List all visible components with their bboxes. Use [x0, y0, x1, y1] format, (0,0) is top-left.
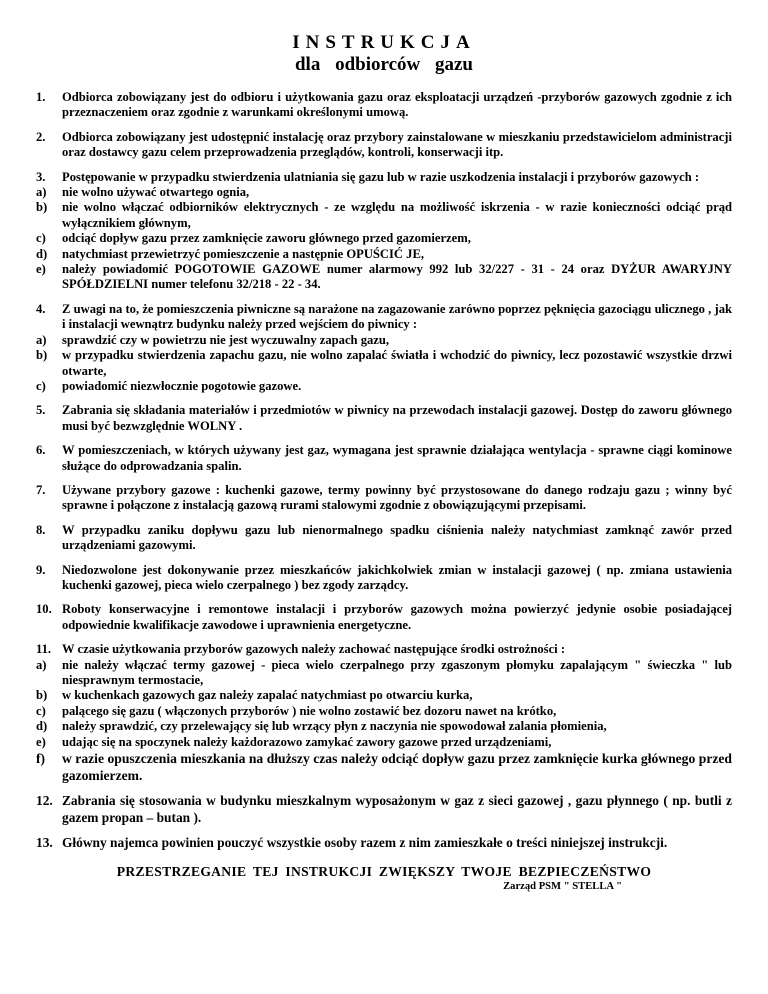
sub-item	[36, 333, 732, 348]
sub-text: powiadomić niezwłocznie pogotowie gazowe.	[62, 378, 302, 393]
sub-text: w przypadku stwierdzenia zapachu gazu, nie wolno zapalać światła i wchodzić do piwnicy, lecz pozostawić wszystkie drzwi otwarte,	[62, 348, 732, 378]
sub-letter: d)	[36, 246, 48, 261]
instruction-item-12	[36, 793, 732, 826]
sub-item	[36, 704, 732, 719]
signature: Zarząd PSM " STELLA "	[503, 880, 622, 892]
sub-text: palącego się gazu ( włączonych przyborów ) nie wolno zostawić bez dozoru nawet na krótko,	[62, 703, 557, 718]
item-text: Postępowanie w przypadku stwierdzenia ulatniania się gazu lub w razie uszkodzenia instalacji i przyborów gazowych :	[62, 169, 700, 184]
sub-text: w razie opuszczenia mieszkania na dłuższy czas należy odciąć dopływ gazu przez zamknięcie kurka głównego przed gazomierzem.	[62, 751, 732, 784]
sub-text: udając się na spoczynek należy każdorazowo zamykać zawory gazowe przed urządzeniami,	[62, 734, 552, 749]
sub-letter: a)	[36, 657, 47, 672]
sub-item	[36, 200, 732, 231]
item-number: 13.	[36, 835, 53, 851]
sub-item	[36, 658, 732, 689]
item-text: Odbiorca zobowiązany jest udostępnić instalację oraz przybory zainstalowane w mieszkaniu przedstawicielom administracji oraz dostawcy gazu celem przeprowadzenia przeglądów, kontroli, konserwacji itp.	[62, 129, 732, 160]
instruction-list	[36, 90, 732, 852]
sub-text: nie należy włączać termy gazowej - pieca wielo czerpalnego przy zgaszonym płomyku zapalającym " świeczka " lub niesprawnym termostacie,	[62, 657, 732, 687]
instruction-item-10	[36, 602, 732, 633]
sub-letter: c)	[36, 703, 46, 718]
sub-letter: d)	[36, 719, 48, 734]
sub-letter: f)	[36, 751, 46, 767]
item-text: Niedozwolone jest dokonywanie przez mieszkańców jakichkolwiek zmian w instalacji gazowej ( np. zmiana ustawienia kuchenki gazowej, pieca wielo czerpalnego ) bez zgody zarządcy.	[62, 562, 732, 592]
instruction-item-13	[36, 835, 732, 852]
sub-text: odciąć dopływ gazu przez zamknięcie zaworu głównego przed gazomierzem,	[62, 231, 471, 246]
sub-letter: a)	[36, 332, 47, 347]
item-number: 3.	[36, 169, 46, 184]
sub-item	[36, 231, 732, 246]
item-text: Używane przybory gazowe : kuchenki gazowe, termy powinny być przystosowane do danego rodzaju gazu ; winny być sprawne i połączone z instalacją gazową rurami stalowymi zgodnie z obowiązującymi przepisami.	[62, 482, 732, 513]
sub-text: należy sprawdzić, czy przelewający się lub wrzący płyn z naczynia nie spowodował zalania płomienia,	[62, 719, 607, 734]
item-number: 2.	[36, 129, 46, 144]
item-text: Zabrania się składania materiałów i przedmiotów w piwnicy na przewodach instalacji gazowej. Dostęp do zaworu głównego musi być bezwzględnie WOLNY .	[62, 403, 732, 433]
sub-text: nie wolno włączać odbiorników elektrycznych - ze względu na możliwość iskrzenia - w razie konieczności odciąć prąd wyłącznikiem głównym,	[62, 200, 732, 230]
sub-letter: c)	[36, 231, 46, 246]
item-number: 6.	[36, 443, 46, 458]
instruction-item-8	[36, 523, 732, 554]
sub-letter: a)	[36, 185, 47, 200]
item-number: 10.	[36, 602, 52, 617]
instruction-item-6	[36, 443, 732, 474]
sub-text: w kuchenkach gazowych gaz należy zapalać natychmiast po otwarciu kurka,	[62, 688, 473, 703]
item-text: W czasie użytkowania przyborów gazowych należy zachować następujące środki ostrożności :	[62, 642, 566, 657]
item-text: Roboty konserwacyjne i remontowe instalacji i przyborów gazowych można powierzyć jedynie osobie posiadającej odpowiednie kwalifikacje zawodowe i uprawnienia energetyczne.	[62, 602, 732, 632]
sub-letter: c)	[36, 378, 46, 393]
sub-text: należy powiadomić POGOTOWIE GAZOWE numer alarmowy 992 lub 32/227 - 31 - 24 oraz DYŻUR AWARYJNY SPÓŁDZIELNI numer telefonu 32/218 - 22 - 34.	[62, 262, 732, 292]
item-number: 7.	[36, 482, 46, 497]
item-number: 11.	[36, 642, 52, 657]
instruction-item-5	[36, 403, 732, 434]
item-text: W pomieszczeniach, w których używany jest gaz, wymagana jest sprawnie działająca wentylacja - sprawne ciągi kominowe służące do odprowadzania spalin.	[62, 443, 732, 473]
item-text: Główny najemca powinien pouczyć wszystkie osoby razem z nim zamieszkałe o treści niniejszej instrukcji.	[62, 835, 668, 851]
document-title: INSTRUKCJA	[292, 32, 476, 53]
instruction-item-7	[36, 483, 732, 514]
instruction-item-11	[36, 642, 732, 784]
sub-item	[36, 719, 732, 734]
sub-item	[36, 262, 732, 293]
sub-list	[36, 332, 732, 395]
sub-text: nie wolno używać otwartego ognia,	[62, 185, 250, 200]
sub-item	[36, 379, 732, 394]
sub-letter: b)	[36, 688, 48, 703]
item-text: Zabrania się stosowania w budynku mieszkalnym wyposażonym w gaz z sieci gazowej , gazu płynnego ( np. butli z gazem propan – butan ).	[62, 793, 732, 825]
sub-letter: b)	[36, 200, 48, 215]
sub-item	[36, 688, 732, 703]
instruction-item-9	[36, 563, 732, 594]
item-number: 12.	[36, 793, 53, 809]
sub-letter: e)	[36, 734, 46, 749]
sub-item	[36, 750, 732, 784]
sub-letter: e)	[36, 262, 46, 277]
item-number: 5.	[36, 403, 46, 418]
sub-item	[36, 185, 732, 200]
item-text: Odbiorca zobowiązany jest do odbioru i użytkowania gazu oraz eksploatacji urządzeń -przyborów gazowych zgodnie z ich przeznaczeniem oraz zgodnie z warunkami określonymi umową.	[62, 90, 732, 120]
item-number: 1.	[36, 90, 46, 104]
sub-item	[36, 735, 732, 750]
instruction-item-1	[36, 90, 732, 121]
safety-footer: PRZESTRZEGANIE TEJ INSTRUKCJI ZWIĘKSZY TWOJE BEZPIECZEŃSTWO	[116, 863, 652, 879]
instruction-item-3	[36, 170, 732, 293]
item-text: Z uwagi na to, że pomieszczenia piwniczne są narażone na zagazowanie zarówno poprzez pęknięcia gazociągu ulicznego , jak i instalacji wewnątrz budynku należy przed wejściem do piwnicy :	[62, 301, 732, 332]
item-number: 4.	[36, 301, 46, 316]
item-number: 8.	[36, 522, 46, 537]
sub-item	[36, 247, 732, 262]
sub-list	[36, 185, 732, 293]
item-number: 9.	[36, 562, 46, 577]
sub-list	[36, 657, 732, 784]
sub-text: sprawdzić czy w powietrzu nie jest wyczuwalny zapach gazu,	[62, 332, 390, 347]
sub-item	[36, 348, 732, 379]
document-subtitle: dla odbiorców gazu	[294, 54, 473, 75]
sub-text: natychmiast przewietrzyć pomieszczenie a następnie OPUŚCIĆ JE,	[62, 246, 425, 261]
sub-letter: b)	[36, 348, 48, 363]
instruction-item-2	[36, 130, 732, 161]
instruction-item-4	[36, 302, 732, 394]
item-text: W przypadku zaniku dopływu gazu lub nienormalnego spadku ciśnienia należy natychmiast zamknąć zawór przed urządzeniami gazowymi.	[62, 522, 732, 553]
